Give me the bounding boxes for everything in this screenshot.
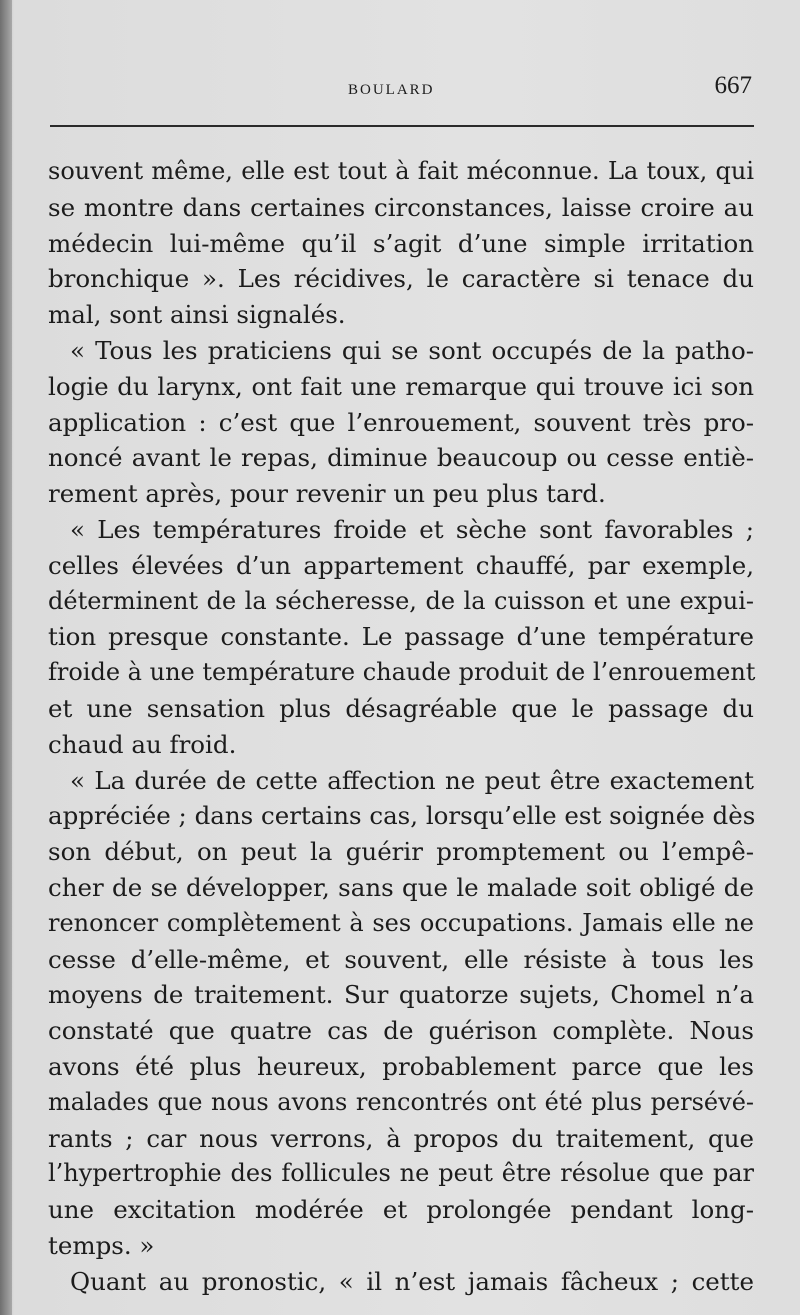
text-line: moyens de traitement. Sur quatorze sujets, Chomel n’a: [48, 980, 754, 1010]
text-line: rement après, pour revenir un peu plus tard.: [48, 479, 606, 509]
running-head: [48, 68, 756, 108]
text-line: application : c’est que l’enrouement, souvent très pro-: [48, 407, 754, 437]
page-number: 667: [714, 72, 752, 99]
text-line: malades que nous avons rencontrés ont été plus persévé-: [48, 1087, 754, 1116]
text-line: se montre dans certaines circonstances, laisse croire au: [48, 192, 754, 222]
text-line: une excitation modérée et prolongée pendant long-: [48, 1195, 754, 1225]
text-line: l’hypertrophie des follicules ne peut être résolue que par: [48, 1159, 754, 1188]
text-line: et une sensation plus désagréable que le passage du: [48, 693, 754, 723]
text-line: son début, on peut la guérir promptement ou l’empê-: [48, 837, 754, 867]
body-text: [48, 154, 754, 1300]
text-line: rants ; car nous verrons, à propos du traitement, que: [48, 1123, 754, 1153]
text-line: chaud au froid.: [48, 729, 237, 759]
text-line: Quant au pronostic, « il n’est jamais fâcheux ; cette: [70, 1266, 754, 1296]
text-line: mal, sont ainsi signalés.: [48, 300, 346, 330]
running-head-title: BOULARD: [348, 82, 435, 98]
text-line: médecin lui-même qu’il s’agit d’une simple irritation: [48, 228, 754, 258]
text-line: noncé avant le repas, diminue beaucoup ou cesse entiè-: [48, 443, 754, 473]
page-binding-shadow: [0, 0, 12, 1315]
text-line: « Tous les praticiens qui se sont occupés de la patho-: [70, 335, 754, 365]
text-line: déterminent de la sécheresse, de la cuisson et une expui-: [48, 586, 754, 615]
text-line: logie du larynx, ont fait une remarque qui trouve ici son: [48, 371, 754, 401]
text-line: cesse d’elle-même, et souvent, elle résiste à tous les: [48, 944, 754, 974]
text-line: bronchique ». Les récidives, le caractère si tenace du: [48, 264, 754, 294]
text-line: tion presque constante. Le passage d’une température: [48, 622, 754, 652]
text-line: avons été plus heureux, probablement parce que les: [48, 1051, 754, 1081]
text-line: renoncer complètement à ses occupations. Jamais elle ne: [48, 908, 754, 937]
header-rule: [50, 125, 754, 127]
text-line: « Les températures froide et sèche sont favorables ;: [70, 514, 754, 544]
text-line: « La durée de cette affection ne peut être exactement: [70, 765, 754, 795]
text-line: souvent même, elle est tout à fait méconnue. La toux, qui: [48, 157, 754, 185]
text-line: cher de se développer, sans que le malade soit obligé de: [48, 872, 754, 902]
text-line: froide à une température chaude produit de l’enrouement: [48, 658, 756, 687]
text-line: appréciée ; dans certains cas, lorsqu’elle est soignée dès: [48, 801, 756, 831]
text-line: celles élevées d’un appartement chauffé, par exemple,: [48, 550, 754, 580]
text-line: temps. »: [48, 1230, 155, 1260]
text-line: constaté que quatre cas de guérison complète. Nous: [48, 1016, 754, 1046]
